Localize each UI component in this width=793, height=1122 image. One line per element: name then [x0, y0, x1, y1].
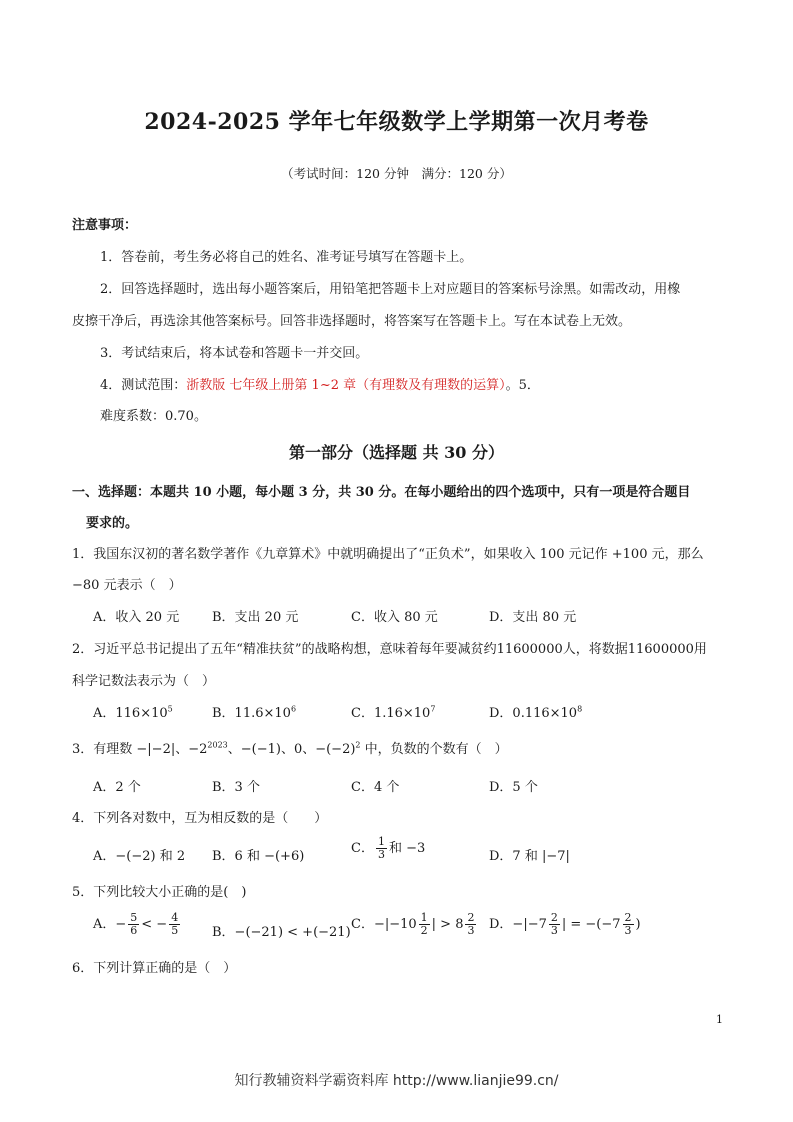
q5-option-d-prefix: D．−|−7: [489, 917, 547, 932]
fraction-numerator: 4: [171, 911, 179, 924]
q3-exp-1: 2023: [207, 740, 228, 750]
fraction-denominator: 6: [130, 924, 138, 937]
q2-option-d-exp: 8: [577, 704, 583, 714]
q3-option-b: B．3 个: [212, 780, 260, 795]
q3-stem: [72, 738, 508, 757]
q2-stem-line-1: 2．习近平总书记提出了五年“精准扶贫”的战略构想，意味着每年要减贫约11600000人，将数据11600000用: [72, 642, 707, 657]
q5-option-a-fraction-2: [169, 912, 180, 937]
q4-option-c-suffix: 和 −3: [388, 841, 426, 856]
test-scope: 浙教版 七年级上册第 1~2 章（有理数及有理数的运算）: [186, 378, 506, 393]
exam-info: （考试时间：120 分钟 满分：120 分）: [281, 166, 512, 181]
note-item-2-line-2: 皮擦干净后，再选涂其他答案标号。回答非选择题时，将答案写在答题卡上。写在本试卷上无效。: [72, 314, 632, 329]
q5-option-a-fraction-1: [128, 912, 139, 937]
q2-option-a: [93, 702, 173, 721]
fraction-numerator: 1: [377, 835, 385, 848]
page-title: 2024-2025 学年七年级数学上学期第一次月考卷: [144, 109, 649, 135]
q3-stem-part-3: 中，负数的个数有（ ）: [360, 742, 508, 757]
fraction-denominator: 3: [377, 848, 385, 861]
q4-stem: 4．下列各对数中，互为相反数的是（ ）: [72, 811, 328, 826]
fraction-numerator: 2: [550, 911, 558, 924]
q5-option-d-mid: | = −(−7: [561, 917, 621, 932]
notes-heading: 注意事项：: [72, 218, 138, 233]
note-item-1: 1．答卷前，考生务必将自己的姓名、准考证号填写在答题卡上。: [100, 250, 473, 265]
note-item-4-prefix: 4．测试范围：: [100, 378, 187, 393]
q4-option-c-prefix: C．: [351, 841, 374, 856]
fraction-numerator: 1: [420, 911, 428, 924]
q5-option-c-fraction-1: [419, 912, 430, 937]
note-item-2-line-1: 2．回答选择题时，选出每小题答案后，用铅笔把答题卡上对应题目的答案标号涂黑。如需改动，用橡: [100, 282, 681, 297]
q2-option-b-base: B．11.6×10: [212, 706, 291, 721]
q5-option-a: [93, 912, 182, 937]
q3-option-a: A．2 个: [93, 780, 141, 795]
section-instructions-line-1: 一、选择题：本题共 10 小题，每小题 3 分，共 30 分。在每小题给出的四个选项中，只有一项是符合题目: [72, 485, 691, 500]
q4-option-b: B．6 和 −(+6): [212, 849, 305, 864]
q4-option-d: D．7 和 |−7|: [489, 849, 570, 864]
footer-watermark: 知行教辅资料学霸资料库 http://www.lianjie99.cn/: [234, 1073, 559, 1089]
q5-option-c: [351, 912, 478, 937]
fraction-denominator: 2: [420, 924, 428, 937]
q3-option-d: D．5 个: [489, 780, 538, 795]
q3-stem-part-2: 、−(−1)、0、−(−2): [227, 742, 356, 757]
q4-option-c: [351, 836, 425, 861]
q2-option-a-base: A．116×10: [93, 706, 168, 721]
fraction-denominator: 3: [624, 924, 632, 937]
fraction-numerator: 5: [130, 911, 138, 924]
q1-option-c: C．收入 80 元: [351, 610, 438, 625]
section-instructions-line-2: 要求的。: [86, 516, 139, 531]
q2-stem-line-2: 科学记数法表示为（ ）: [72, 674, 216, 689]
q2-option-b-exp: 6: [290, 704, 297, 714]
q1-option-a: A．收入 20 元: [93, 610, 180, 625]
q1-option-b: B．支出 20 元: [212, 610, 299, 625]
q2-option-d: [489, 702, 582, 721]
q5-option-a-mid: < −: [141, 917, 168, 932]
page-number: 1: [716, 1013, 723, 1026]
note-item-4: [100, 374, 540, 393]
part-title: 第一部分（选择题 共 30 分）: [289, 443, 504, 462]
q2-option-c-base: C．1.16×10: [351, 706, 431, 721]
q6-stem: 6．下列计算正确的是（ ）: [72, 961, 237, 976]
difficulty: 难度系数：0.70。: [100, 409, 207, 424]
q2-option-c-exp: 7: [430, 704, 436, 714]
fraction-numerator: 2: [467, 911, 475, 924]
note-item-4-suffix: 。5．: [505, 378, 540, 393]
q2-option-b: [212, 702, 296, 721]
q2-option-d-base: D．0.116×10: [489, 706, 578, 721]
q5-option-d-suffix: ): [635, 917, 641, 932]
q1-option-d: D．支出 80 元: [489, 610, 577, 625]
fraction-denominator: 5: [171, 924, 179, 937]
q5-option-d-fraction-2: [623, 912, 634, 937]
q5-option-d: [489, 912, 641, 937]
q3-stem-part-1: 3．有理数 −|−2|、−2: [72, 742, 208, 757]
q5-option-c-mid: | > 8: [431, 917, 464, 932]
q5-option-c-prefix: C．−|−10: [351, 917, 417, 932]
q5-option-a-prefix: A．−: [93, 917, 127, 932]
q3-option-c: C．4 个: [351, 780, 400, 795]
q2-option-c: [351, 702, 435, 721]
q3-exp-2: 2: [355, 740, 361, 750]
q5-option-b: B．−(−21) < +(−21): [212, 925, 351, 940]
q5-option-d-fraction-1: [549, 912, 560, 937]
q5-stem: 5．下列比较大小正确的是( ): [72, 885, 247, 900]
q4-option-c-fraction: [376, 836, 387, 861]
q5-option-c-fraction-2: [465, 912, 476, 937]
q4-option-a: A．−(−2) 和 2: [93, 849, 186, 864]
q2-option-a-exp: 5: [167, 704, 173, 714]
fraction-denominator: 3: [550, 924, 558, 937]
note-item-3: 3．考试结束后，将本试卷和答题卡一并交回。: [100, 346, 369, 361]
q1-stem-line-1: 1．我国东汉初的著名数学著作《九章算术》中就明确提出了“正负术”，如果收入 100 元记作 +100 元，那么: [72, 547, 704, 562]
q1-stem-line-2: −80 元表示（ ）: [72, 578, 182, 593]
fraction-denominator: 3: [467, 924, 475, 937]
fraction-numerator: 2: [624, 911, 632, 924]
